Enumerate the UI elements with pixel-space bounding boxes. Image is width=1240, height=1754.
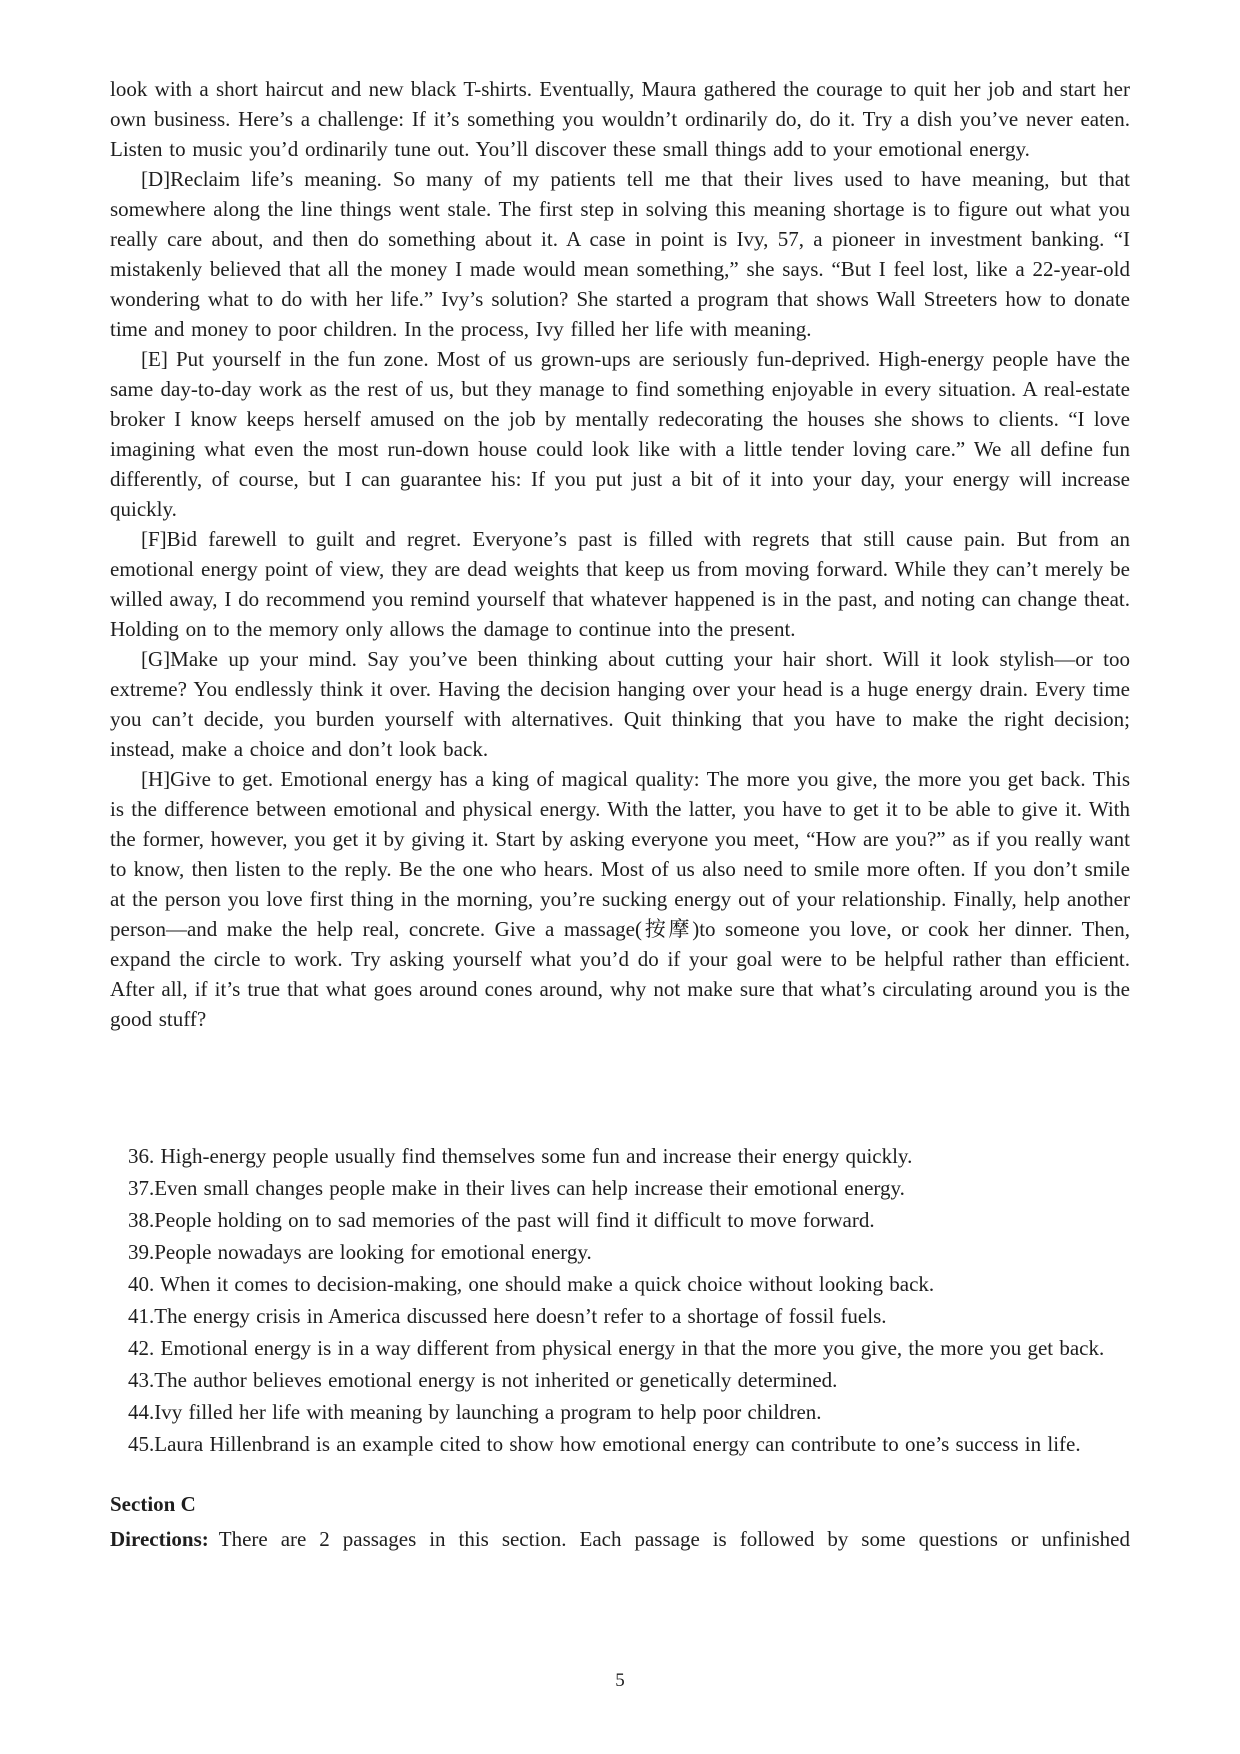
section-c-heading: Section C: [110, 1492, 196, 1516]
question-38: 38.People holding on to sad memories of the past will find it difficult to move forward.: [128, 1208, 875, 1232]
passage-paragraph-e: [E] Put yourself in the fun zone. Most of us grown-ups are seriously fun-deprived. High-energy people have the same day-to-day work as the rest of us, but they manage to find something enjoyable in every situation. A real-estate broker I know keeps herself amused on the job by mentally redecorating the houses she shows to clients. “I love imagining what even the most run-down house could look like with a little tender loving care.” We all define fun differently, of course, but I can guarantee his: If you put just a bit of it into your day, your energy will increase quickly.: [110, 347, 1130, 521]
question-40: 40. When it comes to decision-making, one should make a quick choice without looking back.: [128, 1272, 935, 1296]
question-45: 45.Laura Hillenbrand is an example cited to show how emotional energy can contribute to one’s success in life.: [128, 1432, 1081, 1456]
question-43: 43.The author believes emotional energy is not inherited or genetically determined.: [128, 1368, 838, 1392]
question-44: 44.Ivy filled her life with meaning by launching a program to help poor children.: [128, 1400, 822, 1424]
passage-paragraph-f: [F]Bid farewell to guilt and regret. Everyone’s past is filled with regrets that still cause pain. But from an emotional energy point of view, they are dead weights that keep us from moving forward. While they can’t merely be willed away, I do recommend you remind yourself that whatever happened is in the past, and noting can change theat. Holding on to the memory only allows the damage to continue into the present.: [110, 527, 1130, 641]
question-42: 42. Emotional energy is in a way different from physical energy in that the more you give, the more you get back.: [128, 1336, 1105, 1360]
directions-label: Directions:: [110, 1527, 209, 1551]
section-c-directions: [110, 1523, 1130, 1555]
question-41: 41.The energy crisis in America discussed here doesn’t refer to a shortage of fossil fuels.: [128, 1304, 887, 1328]
passage-paragraph-h: [H]Give to get. Emotional energy has a king of magical quality: The more you give, the more you get back. This is the difference between emotional and physical energy. With the latter, you have to get it to be able to give it. With the former, however, you get it by giving it. Start by asking everyone you meet, “How are you?” as if you really want to know, then listen to the reply. Be the one who hears. Most of us also need to smile more often. If you don’t smile at the person you love first thing in the morning, you’re sucking energy out of your relationship. Finally, help another person—and make the help real, concrete. Give a massage(按摩)to someone you love, or cook her dinner. Then, expand the circle to work. Try asking yourself what you’d do if your goal were to be helpful rather than efficient. After all, if it’s true that what goes around cones around, why not make sure that what’s circulating around you is the good stuff?: [110, 767, 1130, 1031]
passage-paragraph-d: [D]Reclaim life’s meaning. So many of my patients tell me that their lives used to have meaning, but that somewhere along the line things went stale. The first step in solving this meaning shortage is to figure out what you really care about, and then do something about it. A case in point is Ivy, 57, a pioneer in investment banking. “I mistakenly believed that all the money I made would mean something,” she says. “But I feel lost, like a 22-year-old wondering what to do with her life.” Ivy’s solution? She started a program that shows Wall Streeters how to donate time and money to poor children. In the process, Ivy filled her life with meaning.: [110, 167, 1130, 341]
section-c: [110, 1488, 1130, 1555]
passage-paragraph-g: [G]Make up your mind. Say you’ve been thinking about cutting your hair short. Will it look stylish—or too extreme? You endlessly think it over. Having the decision hanging over your head is a huge energy drain. Every time you can’t decide, you burden yourself with alternatives. Quit thinking that you have to make the right decision; instead, make a choice and don’t look back.: [110, 647, 1130, 761]
question-37: 37.Even small changes people make in their lives can help increase their emotional energy.: [128, 1176, 905, 1200]
reading-passage: [110, 74, 1130, 1034]
question-36: 36. High-energy people usually find themselves some fun and increase their energy quickly.: [128, 1144, 913, 1168]
passage-paragraph-continuation: look with a short haircut and new black T-shirts. Eventually, Maura gathered the courage to quit her job and start her own business. Here’s a challenge: If it’s something you wouldn’t ordinarily do, do it. Try a dish you’ve never eaten. Listen to music you’d ordinarily tune out. You’ll discover these small things add to your emotional energy.: [110, 77, 1130, 161]
directions-text: There are 2 passages in this section. Each passage is followed by some questions or unfinished: [218, 1527, 1130, 1551]
page-number: 5: [615, 1670, 625, 1691]
question-39: 39.People nowadays are looking for emotional energy.: [128, 1240, 592, 1264]
question-list: [128, 1140, 1130, 1460]
